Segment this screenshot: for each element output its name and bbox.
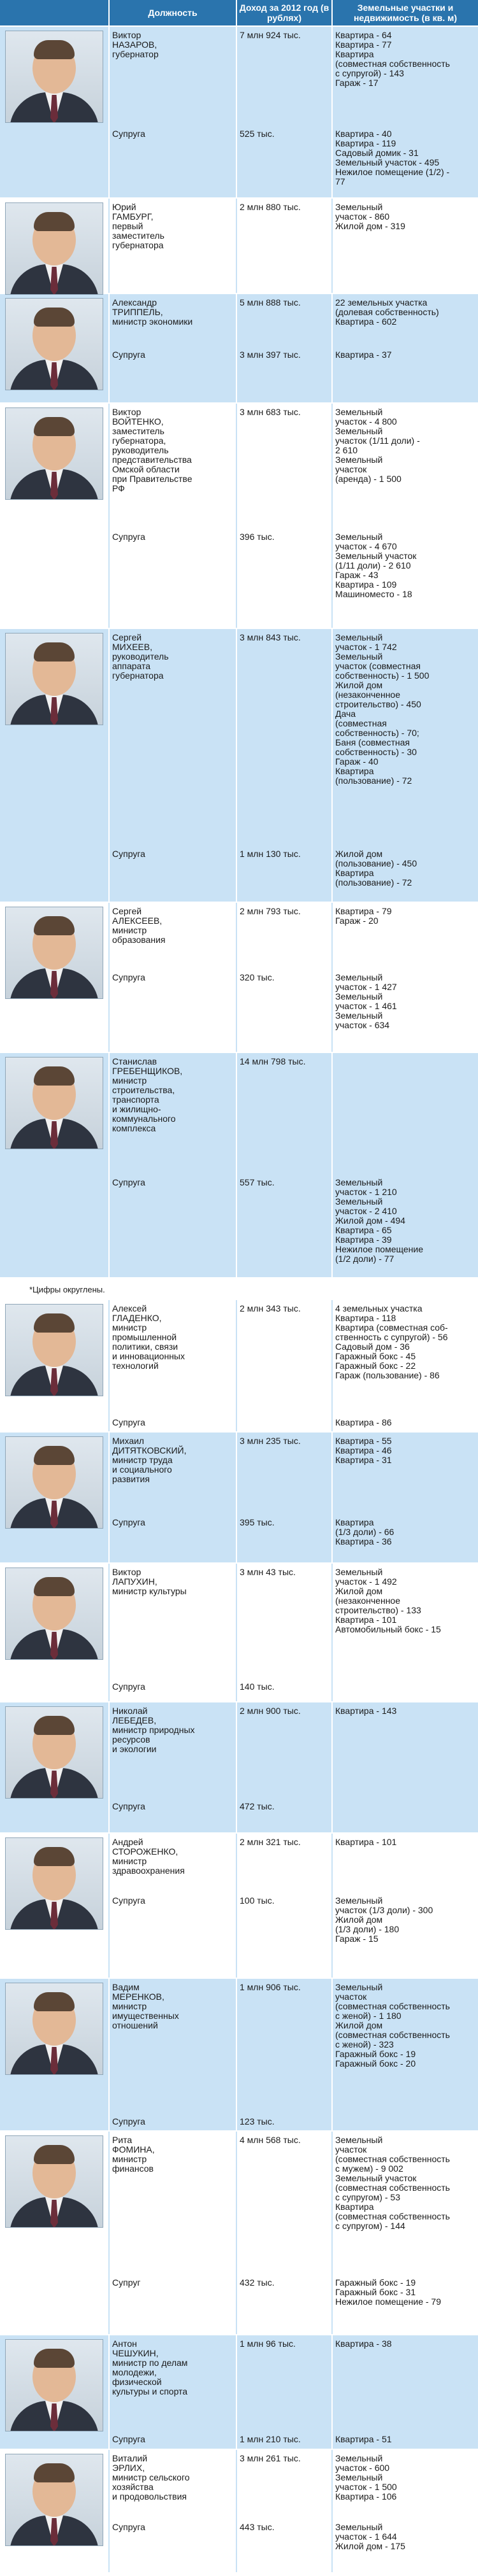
official-portrait <box>5 2339 103 2431</box>
position-column-header: Должность <box>110 0 237 25</box>
official-property: Квартира - 64 Квартира - 77 Квартира (совместная собственность с супругой) - 143 Гараж - 17 <box>335 30 450 88</box>
spouse-label: Супруга <box>110 1892 237 1978</box>
spouse-income: 525 тыс. <box>237 125 333 197</box>
official-name-position: Сергей МИХЕЕВ, руководитель аппарата губернатора <box>110 629 237 846</box>
spouse-label: Супруга <box>110 2431 237 2449</box>
official-income: 3 млн 683 тыс. <box>237 404 333 528</box>
official-portrait <box>5 31 103 123</box>
official-block <box>0 1300 478 1433</box>
official-property: Земельный участок (совместная собственность с мужем) - 9 002 Земельный участок (совместная собственность с супругом) - 53 Квартира (совместная собственность с супругом) - 144 <box>335 2135 450 2231</box>
photo-cell <box>0 629 110 902</box>
official-row <box>110 1979 478 2113</box>
spouse-label: Супруга <box>110 1514 237 1562</box>
official-income: 3 млн 261 тыс. <box>237 2450 333 2519</box>
official-portrait <box>5 633 103 725</box>
official-block <box>0 1564 478 1702</box>
spouse-income: 443 тыс. <box>237 2519 333 2572</box>
official-income: 3 млн 43 тыс. <box>237 1564 333 1678</box>
official-property: Квартира - 143 <box>335 1706 397 1716</box>
official-block <box>0 2132 478 2335</box>
spouse-row <box>110 846 478 902</box>
spouse-income: 432 тыс. <box>237 2274 333 2334</box>
official-name-position: Антон ЧЕШУКИН, министр по делам молодежи, физической культуры и спорта <box>110 2335 237 2431</box>
official-income: 2 млн 900 тыс. <box>237 1702 333 1798</box>
spouse-income: 1 млн 130 тыс. <box>237 846 333 902</box>
spouse-property: Земельный участок - 1 644 Жилой дом - 175 <box>335 2522 405 2551</box>
official-row <box>110 2450 478 2519</box>
official-portrait <box>5 1983 103 2075</box>
photo-cell <box>0 199 110 293</box>
official-name-position: Станислав ГРЕБЕНЩИКОВ, министр строительства, транспорта и жилищно- коммунального комплекса <box>110 1053 237 1174</box>
official-portrait <box>5 907 103 999</box>
spouse-income: 100 тыс. <box>237 1892 333 1978</box>
spouse-row <box>110 125 478 197</box>
spouse-label: Супруга <box>110 2519 237 2572</box>
official-name-position: Вадим МЕРЕНКОВ, министр имущественных отношений <box>110 1979 237 2113</box>
spouse-property: Земельный участок - 4 670 Земельный участок (1/11 доли) - 2 610 Гараж - 43 Квартира - 109 Машиноместо - 18 <box>335 532 417 599</box>
photo-cell <box>0 1834 110 1978</box>
spouse-row <box>110 528 478 628</box>
official-name-position: Виктор ВОЙТЕНКО, заместитель губернатора, руководитель представительства Омской области при Правительстве РФ <box>110 404 237 528</box>
spouse-property <box>333 2113 478 2130</box>
spouse-income: 472 тыс. <box>237 1798 333 1832</box>
spouse-property: Квартира - 40 Квартира - 119 Садовый домик - 31 Земельный участок - 495 Нежилое помещение (1/2) - 77 <box>335 129 450 187</box>
spouse-label: Супруга <box>110 1798 237 1832</box>
official-property: Земельный участок - 1 492 Жилой дом (незаконченное строительство) - 133 Квартира - 101 Автомобильный бокс - 15 <box>335 1567 441 1634</box>
photo-cell <box>0 903 110 1052</box>
spouse-row <box>110 969 478 1052</box>
photo-cell <box>0 1053 110 1277</box>
official-name-position: Сергей АЛЕКСЕЕВ, министр образования <box>110 903 237 969</box>
official-row <box>110 294 478 346</box>
spouse-label: Супруга <box>110 2113 237 2130</box>
spouse-label: Супруга <box>110 846 237 902</box>
official-row <box>110 629 478 846</box>
official-property: Земельный участок - 4 800 Земельный участок (1/11 доли) - 2 610 Земельный участок (аренда) - 1 500 <box>335 407 420 484</box>
official-block <box>0 1053 478 1278</box>
official-row <box>110 2335 478 2431</box>
official-income: 1 млн 906 тыс. <box>237 1979 333 2113</box>
spouse-income: 3 млн 397 тыс. <box>237 346 333 402</box>
photo-cell <box>0 1702 110 1832</box>
official-portrait <box>5 1568 103 1660</box>
official-income: 4 млн 568 тыс. <box>237 2132 333 2274</box>
people-list <box>0 27 478 2573</box>
property-column-header: Земельные участки и недвижимость (в кв. м) <box>353 3 458 23</box>
photo-cell <box>0 2132 110 2334</box>
spouse-label: Супруг <box>110 2274 237 2334</box>
spouse-property: Квартира - 86 <box>335 1417 392 1427</box>
spouse-row <box>110 1798 478 1832</box>
official-property <box>333 1053 478 1174</box>
official-block <box>0 1834 478 1979</box>
photo-cell <box>0 1979 110 2130</box>
official-portrait <box>5 407 103 500</box>
spouse-label: Супруга <box>110 1174 237 1277</box>
photo-cell <box>0 27 110 197</box>
official-row <box>110 2132 478 2274</box>
official-portrait <box>5 2135 103 2228</box>
spouse-property: Земельный участок - 1 427 Земельный участок - 1 461 Земельный участок - 634 <box>335 972 397 1030</box>
official-row <box>110 1702 478 1798</box>
official-income: 7 млн 924 тыс. <box>237 27 333 125</box>
spouse-row <box>110 346 478 402</box>
official-property: Квартира - 101 <box>335 1837 397 1847</box>
official-portrait <box>5 202 103 295</box>
official-block <box>0 294 478 404</box>
official-name-position: Виталий ЭРЛИХ, министр сельского хозяйства и продовольствия <box>110 2450 237 2519</box>
official-income: 5 млн 888 тыс. <box>237 294 333 346</box>
official-row <box>110 199 478 293</box>
official-portrait <box>5 1057 103 1149</box>
official-property: Квартира - 38 <box>335 2339 392 2349</box>
spouse-row <box>110 2274 478 2334</box>
income-column-header: Доход за 2012 год (в рублях) <box>237 0 333 25</box>
spouse-row <box>110 1514 478 1562</box>
spouse-label: Супруга <box>110 346 237 402</box>
official-name-position: Александр ТРИППЕЛЬ, министр экономики <box>110 294 237 346</box>
spouse-label: Супруга <box>110 528 237 628</box>
official-block <box>0 2335 478 2450</box>
official-row <box>110 1053 478 1174</box>
photo-cell <box>0 1300 110 1431</box>
official-property: Земельный участок - 860 Жилой дом - 319 <box>335 202 405 231</box>
spouse-row <box>110 1892 478 1978</box>
official-row <box>110 1834 478 1892</box>
official-name-position: Алексей ГЛАДЕНКО, министр промышленной политики, связи и инновационных технологий <box>110 1300 237 1414</box>
spouse-income: 557 тыс. <box>237 1174 333 1277</box>
photo-cell <box>0 294 110 402</box>
official-block <box>0 404 478 629</box>
official-block <box>0 1979 478 2132</box>
official-name-position: Рита ФОМИНА, министр финансов <box>110 2132 237 2274</box>
official-property: Земельный участок - 600 Земельный участок - 1 500 Квартира - 106 <box>335 2453 397 2502</box>
photo-column-header <box>0 0 110 25</box>
spouse-income: 396 тыс. <box>237 528 333 628</box>
spouse-property <box>333 1798 478 1832</box>
spouse-property <box>333 1678 478 1701</box>
official-income: 2 млн 880 тыс. <box>237 199 333 293</box>
official-block <box>0 2450 478 2573</box>
photo-cell <box>0 404 110 628</box>
official-name-position: Юрий ГАМБУРГ, первый заместитель губернатора <box>110 199 237 293</box>
photo-cell <box>0 2450 110 2572</box>
official-row <box>110 1433 478 1514</box>
photo-cell <box>0 2335 110 2449</box>
spouse-label: Супруга <box>110 969 237 1052</box>
official-block <box>0 1702 478 1834</box>
official-property: Квартира - 79 Гараж - 20 <box>335 906 392 926</box>
official-block <box>0 27 478 199</box>
official-name-position: Виктор НАЗАРОВ, губернатор <box>110 27 237 125</box>
spouse-property: Земельный участок (1/3 доли) - 300 Жилой дом (1/3 доли) - 180 Гараж - 15 <box>335 1895 433 1944</box>
official-block <box>0 199 478 294</box>
official-name-position: Виктор ЛАПУХИН, министр культуры <box>110 1564 237 1678</box>
official-income: 2 млн 343 тыс. <box>237 1300 333 1414</box>
official-portrait <box>5 1436 103 1529</box>
official-portrait <box>5 2454 103 2546</box>
official-property: Земельный участок (совместная собственность с женой) - 1 180 Жилой дом (совместная собственность с женой) - 323 Гаражный бокс - 19 Гаражный бокс - 20 <box>335 1982 450 2069</box>
official-portrait <box>5 1837 103 1930</box>
footnote: *Цифры округлены. <box>0 1278 478 1300</box>
official-row <box>110 903 478 969</box>
official-block <box>0 629 478 903</box>
official-property: Квартира - 55 Квартира - 46 Квартира - 31 <box>335 1436 392 1465</box>
official-block <box>0 1433 478 1564</box>
spouse-income: 1 млн 210 тыс. <box>237 2431 333 2449</box>
spouse-property: Квартира - 51 <box>335 2434 392 2444</box>
official-portrait <box>5 1304 103 1396</box>
official-name-position: Михаил ДИТЯТКОВСКИЙ, министр труда и социального развития <box>110 1433 237 1514</box>
spouse-row <box>110 2519 478 2572</box>
spouse-row <box>110 2113 478 2130</box>
official-row <box>110 1300 478 1414</box>
spouse-row <box>110 1174 478 1277</box>
spouse-income <box>237 1414 333 1431</box>
official-income: 3 млн 843 тыс. <box>237 629 333 846</box>
spouse-label: Супруга <box>110 1678 237 1701</box>
official-portrait <box>5 1706 103 1799</box>
spouse-property: Земельный участок - 1 210 Земельный участок - 2 410 Жилой дом - 494 Квартира - 65 Квартира - 39 Нежилое помещение (1/2 доли) - 77 <box>335 1177 423 1264</box>
photo-cell <box>0 1433 110 1562</box>
spouse-income: 320 тыс. <box>237 969 333 1052</box>
official-income: 14 млн 798 тыс. <box>237 1053 333 1174</box>
spouse-property: Жилой дом (пользование) - 450 Квартира (пользование) - 72 <box>335 849 417 888</box>
official-row <box>110 27 478 125</box>
official-property: 22 земельных участка (долевая собственность) Квартира - 602 <box>335 297 439 327</box>
official-row <box>110 1564 478 1678</box>
official-row <box>110 404 478 528</box>
official-income: 2 млн 321 тыс. <box>237 1834 333 1892</box>
photo-cell <box>0 1564 110 1701</box>
official-income: 1 млн 96 тыс. <box>237 2335 333 2431</box>
official-name-position: Андрей СТОРОЖЕНКО, министр здравоохранения <box>110 1834 237 1892</box>
spouse-property: Квартира (1/3 доли) - 66 Квартира - 36 <box>335 1517 395 1546</box>
spouse-row <box>110 1414 478 1431</box>
spouse-income: 140 тыс. <box>237 1678 333 1701</box>
spouse-row <box>110 1678 478 1701</box>
spouse-income: 123 тыс. <box>237 2113 333 2130</box>
table-header <box>0 0 478 27</box>
official-income: 3 млн 235 тыс. <box>237 1433 333 1514</box>
spouse-property: Квартира - 37 <box>335 350 392 360</box>
official-property: Земельный участок - 1 742 Земельный участок (совместная собственность) - 1 500 Жилой дом (незаконченное строительство) - 450 Дача (совместная собственность) - 70; Баня (совместная собственность) - 30 Гараж - 40 Квартира (пользование) - 72 <box>335 632 430 786</box>
official-property: 4 земельных участка Квартира - 118 Квартира (совместная соб- ственность с супругой) - 56 Садовый дом - 36 Гаражный бокс - 45 Гаражный бокс - 22 Гараж (пользование) - 86 <box>335 1303 448 1380</box>
spouse-label: Супруга <box>110 125 237 197</box>
official-name-position: Николай ЛЕБЕДЕВ, министр природных ресурсов и экологии <box>110 1702 237 1798</box>
spouse-income: 395 тыс. <box>237 1514 333 1562</box>
official-block <box>0 903 478 1053</box>
official-income: 2 млн 793 тыс. <box>237 903 333 969</box>
spouse-label: Супруга <box>110 1414 237 1431</box>
official-portrait <box>5 298 103 390</box>
spouse-row <box>110 2431 478 2449</box>
spouse-property: Гаражный бокс - 19 Гаражный бокс - 31 Нежилое помещение - 79 <box>335 2277 441 2307</box>
